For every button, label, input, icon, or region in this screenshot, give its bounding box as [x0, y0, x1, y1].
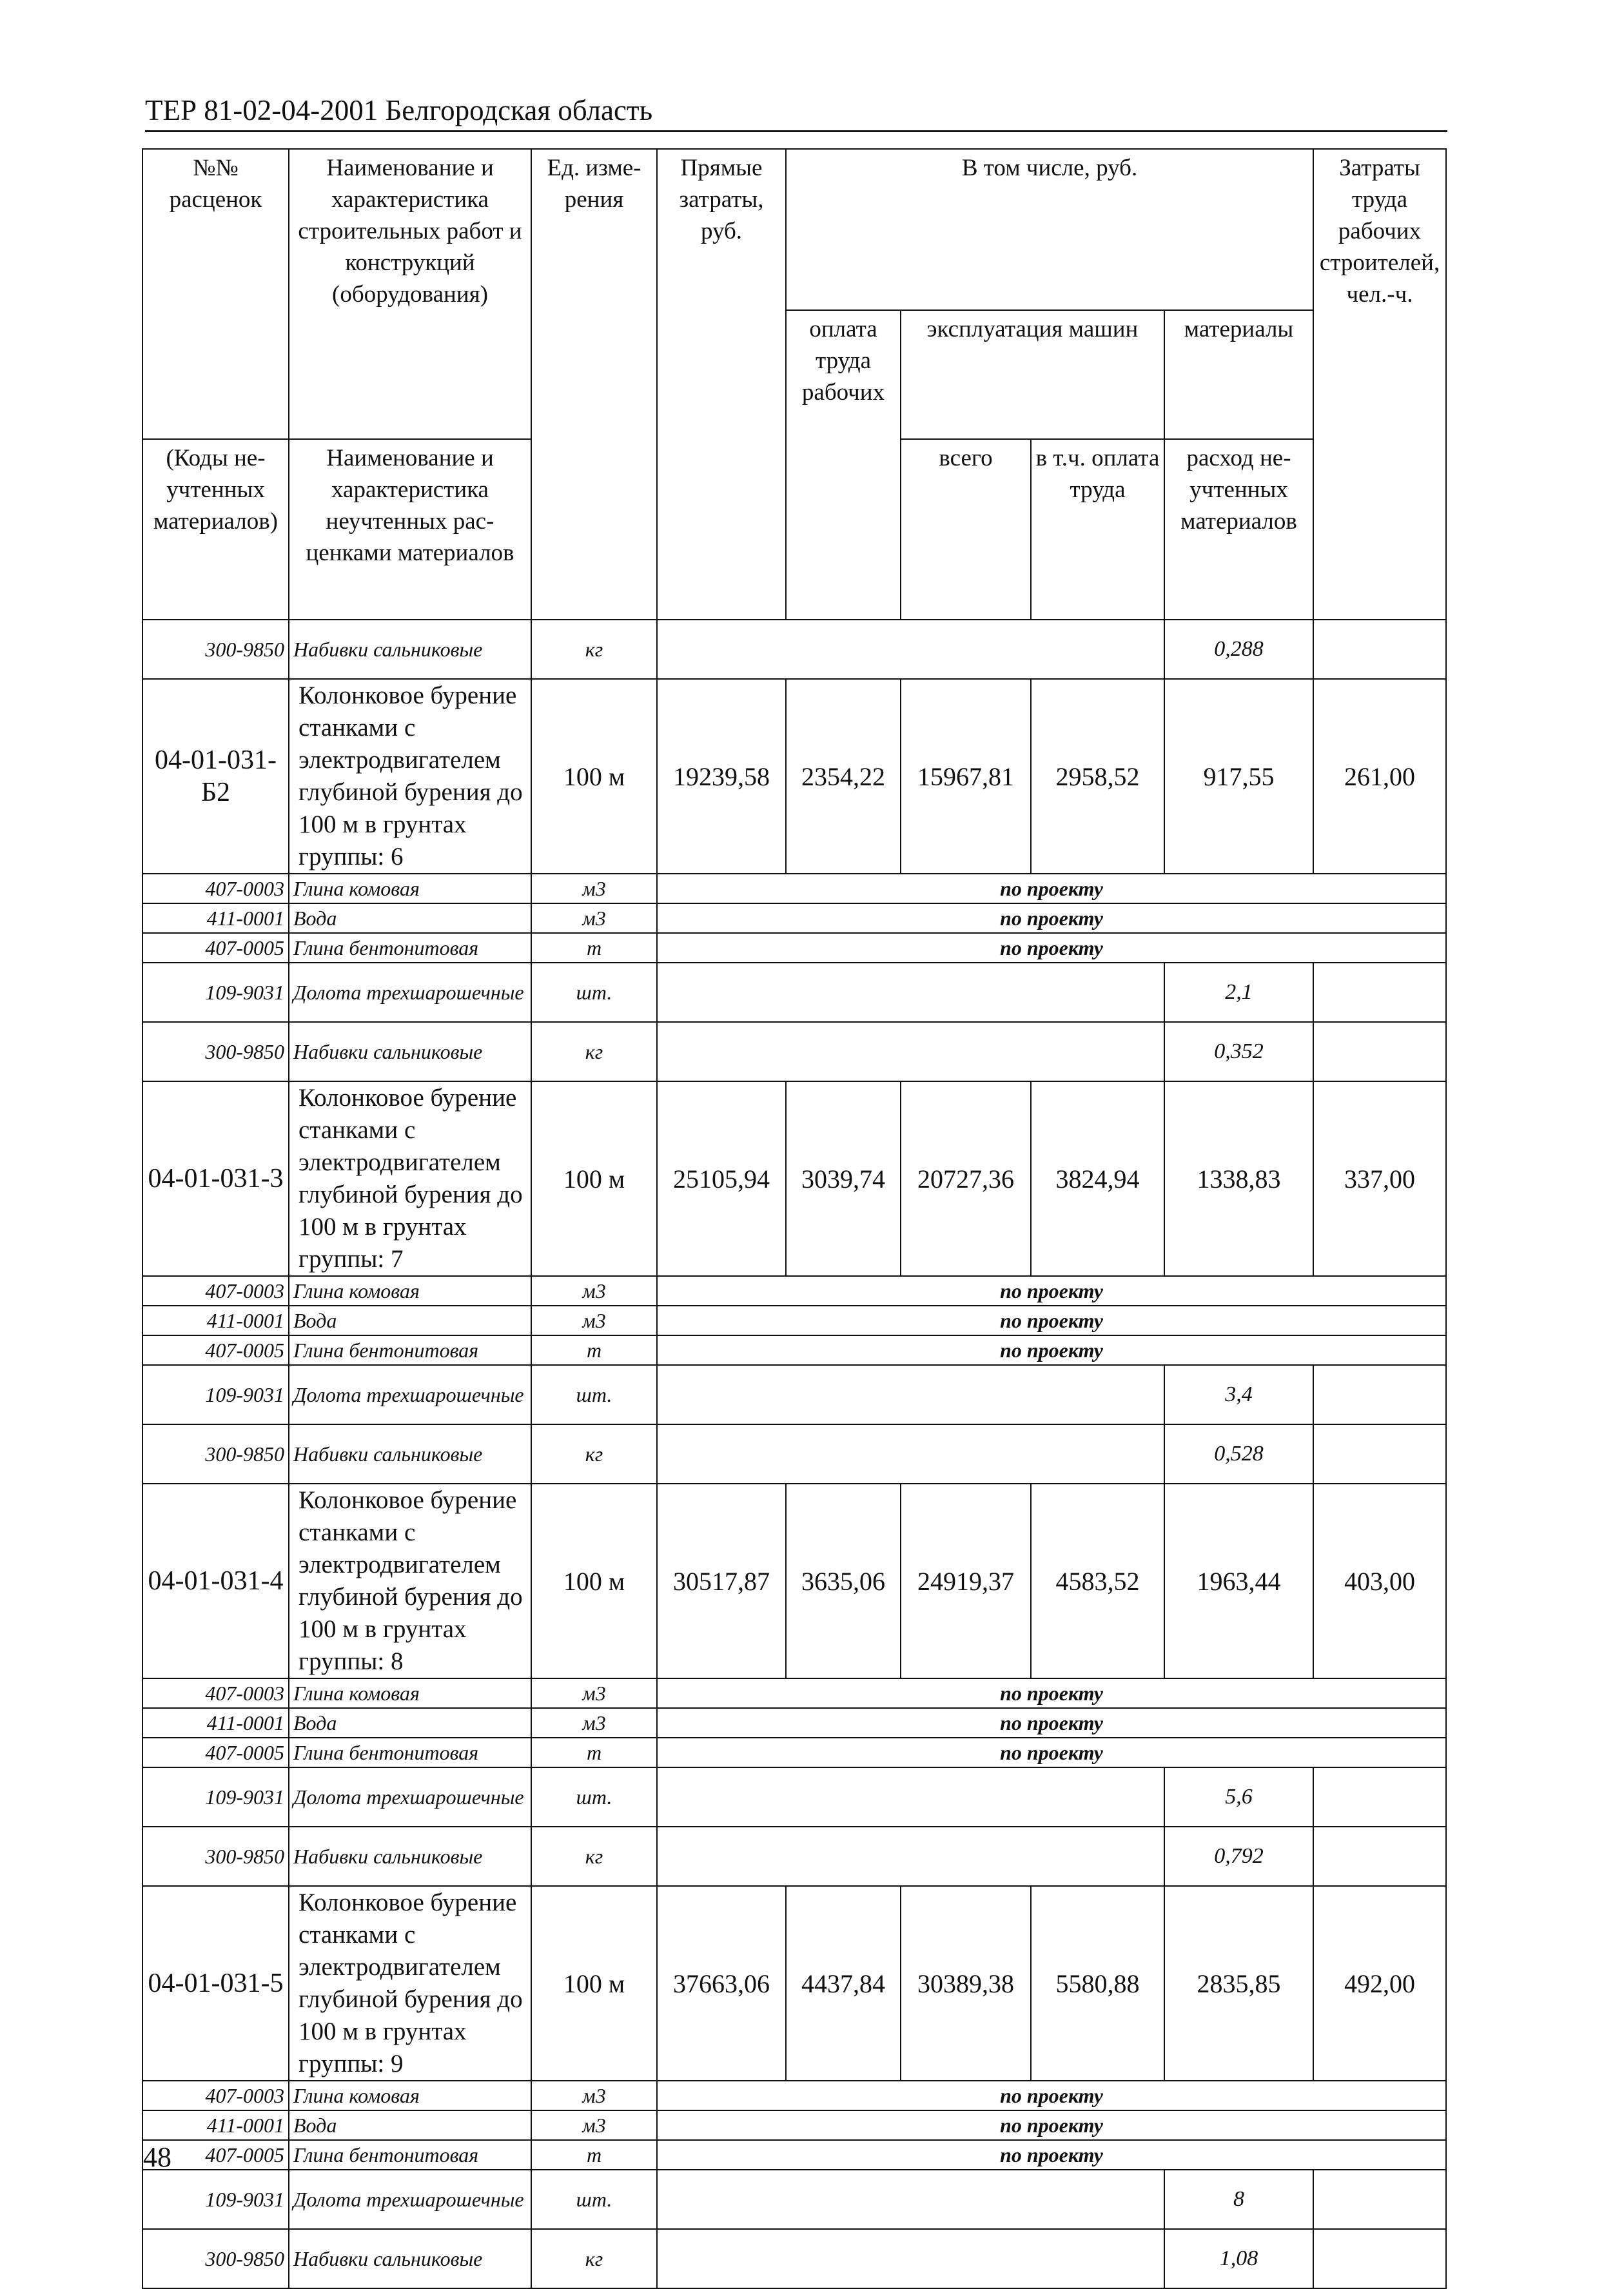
material-unit: кг — [531, 1424, 657, 1484]
work-labor-cost: 261,00 — [1313, 679, 1446, 874]
work-materials: 1338,83 — [1164, 1081, 1313, 1276]
material-unit: м3 — [531, 1708, 657, 1738]
work-machines-pay: 5580,88 — [1031, 1886, 1164, 2081]
material-consumption: 8 — [1164, 2170, 1313, 2229]
material-consumption: 1,08 — [1164, 2229, 1313, 2288]
material-unit: шт. — [531, 963, 657, 1022]
material-row — [142, 1678, 1446, 1708]
material-unit: т — [531, 933, 657, 963]
header-machines: эксплуатация машин — [901, 310, 1164, 439]
material-code: 300-9850 — [142, 1424, 289, 1484]
header-labor-pay: оплата труда рабочих — [786, 310, 901, 620]
material-code: 411-0001 — [142, 1708, 289, 1738]
material-unit: м3 — [531, 2110, 657, 2140]
work-row — [142, 1886, 1446, 2081]
header-direct: Прямые затраты, руб. — [657, 149, 786, 620]
material-unit: кг — [531, 1827, 657, 1886]
material-unit: т — [531, 2140, 657, 2170]
material-name: Набивки сальниковые — [289, 1022, 531, 1081]
material-code: 407-0005 — [142, 1335, 289, 1365]
material-name: Набивки сальниковые — [289, 620, 531, 679]
header-sub-code: (Коды неучтенных материалов) — [142, 439, 289, 620]
material-unit: м3 — [531, 2081, 657, 2110]
work-machines-total: 24919,37 — [901, 1484, 1031, 1678]
work-unit: 100 м — [531, 1081, 657, 1276]
material-consumption: 5,6 — [1164, 1767, 1313, 1827]
material-note: по проекту — [657, 1335, 1446, 1365]
material-unit: м3 — [531, 874, 657, 903]
work-direct-cost: 25105,94 — [657, 1081, 786, 1276]
material-unit: м3 — [531, 1276, 657, 1306]
material-blank-span — [657, 1827, 1164, 1886]
material-row — [142, 903, 1446, 933]
material-blank-span — [657, 1767, 1164, 1827]
work-labor-pay: 3635,06 — [786, 1484, 901, 1678]
material-name: Набивки сальниковые — [289, 1827, 531, 1886]
material-blank-labor — [1313, 2229, 1446, 2288]
material-unit: кг — [531, 620, 657, 679]
material-note: по проекту — [657, 933, 1446, 963]
work-machines-pay: 4583,52 — [1031, 1484, 1164, 1678]
material-blank-span — [657, 1424, 1164, 1484]
work-code: 04-01-031-5 — [142, 1886, 289, 2081]
work-unit: 100 м — [531, 679, 657, 874]
material-consumption: 0,288 — [1164, 620, 1313, 679]
work-machines-pay: 2958,52 — [1031, 679, 1164, 874]
material-blank-labor — [1313, 620, 1446, 679]
material-row — [142, 1767, 1446, 1827]
material-blank-labor — [1313, 1424, 1446, 1484]
header-name-cont — [289, 310, 531, 439]
material-name: Долота трехшарошечные — [289, 1365, 531, 1424]
material-code: 407-0005 — [142, 2140, 289, 2170]
material-name: Глина бентонитовая — [289, 1738, 531, 1767]
material-code: 109-9031 — [142, 963, 289, 1022]
work-code: 04-01-031-4 — [142, 1484, 289, 1678]
header-mach-total: всего — [901, 439, 1031, 620]
material-note: по проекту — [657, 1306, 1446, 1335]
material-row — [142, 1424, 1446, 1484]
material-code: 109-9031 — [142, 1767, 289, 1827]
material-name: Долота трехшарошечные — [289, 2170, 531, 2229]
material-row — [142, 1306, 1446, 1335]
material-name: Глина комовая — [289, 2081, 531, 2110]
material-code: 300-9850 — [142, 1022, 289, 1081]
material-code: 407-0003 — [142, 2081, 289, 2110]
work-unit: 100 м — [531, 1484, 657, 1678]
work-name: Колонковое бурение станками с электродвигателем глубиной бурения до 100 м в грунтах группы: 6 — [289, 679, 531, 874]
material-consumption: 3,4 — [1164, 1365, 1313, 1424]
material-row — [142, 2140, 1446, 2170]
work-name: Колонковое бурение станками с электродвигателем глубиной бурения до 100 м в грунтах группы: 9 — [289, 1886, 531, 2081]
material-row — [142, 963, 1446, 1022]
rates-table — [142, 148, 1447, 2289]
material-code: 300-9850 — [142, 2229, 289, 2288]
work-row — [142, 1081, 1446, 1276]
page-number: 48 — [143, 2141, 171, 2173]
material-unit: шт. — [531, 2170, 657, 2229]
material-consumption: 0,352 — [1164, 1022, 1313, 1081]
material-unit: кг — [531, 1022, 657, 1081]
material-row — [142, 2110, 1446, 2140]
material-row — [142, 1708, 1446, 1738]
work-direct-cost: 30517,87 — [657, 1484, 786, 1678]
work-unit: 100 м — [531, 1886, 657, 2081]
material-blank-span — [657, 963, 1164, 1022]
work-materials: 917,55 — [1164, 679, 1313, 874]
header-unit: Ед. измерения — [531, 149, 657, 620]
material-unit: кг — [531, 2229, 657, 2288]
material-blank-labor — [1313, 2170, 1446, 2229]
work-labor-cost: 403,00 — [1313, 1484, 1446, 1678]
material-unit: шт. — [531, 1767, 657, 1827]
material-blank-span — [657, 2229, 1164, 2288]
material-note: по проекту — [657, 1678, 1446, 1708]
material-code: 411-0001 — [142, 903, 289, 933]
material-code: 407-0003 — [142, 1276, 289, 1306]
material-consumption: 2,1 — [1164, 963, 1313, 1022]
header-materials: материалы — [1164, 310, 1313, 439]
work-row — [142, 679, 1446, 874]
header-labor-cost: Затраты труда рабочих строителей, чел.-ч. — [1313, 149, 1446, 620]
material-blank-labor — [1313, 1767, 1446, 1827]
material-name: Долота трехшарошечные — [289, 963, 531, 1022]
material-name: Глина комовая — [289, 1678, 531, 1708]
work-row — [142, 1484, 1446, 1678]
material-row — [142, 1365, 1446, 1424]
material-name: Глина комовая — [289, 874, 531, 903]
material-consumption: 0,528 — [1164, 1424, 1313, 1484]
work-name: Колонковое бурение станками с электродвигателем глубиной бурения до 100 м в грунтах группы: 7 — [289, 1081, 531, 1276]
material-code: 407-0005 — [142, 933, 289, 963]
material-code: 407-0003 — [142, 874, 289, 903]
material-name: Глина комовая — [289, 1276, 531, 1306]
material-blank-span — [657, 1365, 1164, 1424]
material-code: 300-9850 — [142, 620, 289, 679]
work-direct-cost: 37663,06 — [657, 1886, 786, 2081]
material-unit: т — [531, 1335, 657, 1365]
material-blank-labor — [1313, 1827, 1446, 1886]
material-code: 411-0001 — [142, 1306, 289, 1335]
material-name: Глина бентонитовая — [289, 1335, 531, 1365]
material-unit: шт. — [531, 1365, 657, 1424]
material-note: по проекту — [657, 874, 1446, 903]
material-name: Вода — [289, 903, 531, 933]
header-row-2 — [142, 310, 1446, 439]
material-note: по проекту — [657, 1738, 1446, 1767]
work-labor-pay: 2354,22 — [786, 679, 901, 874]
material-row — [142, 1022, 1446, 1081]
material-unit: т — [531, 1738, 657, 1767]
material-code: 407-0003 — [142, 1678, 289, 1708]
material-unit: м3 — [531, 903, 657, 933]
work-name: Колонковое бурение станками с электродвигателем глубиной бурения до 100 м в грунтах группы: 8 — [289, 1484, 531, 1678]
material-blank-labor — [1313, 1022, 1446, 1081]
material-name: Глина бентонитовая — [289, 2140, 531, 2170]
table-body — [142, 149, 1446, 2288]
material-consumption: 0,792 — [1164, 1827, 1313, 1886]
work-machines-pay: 3824,94 — [1031, 1081, 1164, 1276]
header-row-1 — [142, 149, 1446, 310]
material-name: Набивки сальниковые — [289, 1424, 531, 1484]
material-note: по проекту — [657, 2110, 1446, 2140]
material-name: Глина бентонитовая — [289, 933, 531, 963]
work-machines-total: 15967,81 — [901, 679, 1031, 874]
material-row — [142, 874, 1446, 903]
material-row — [142, 620, 1446, 679]
work-code: 04-01-031-Б2 — [142, 679, 289, 874]
page-header-title: ТЕР 81-02-04-2001 Белгородская область — [145, 90, 1447, 132]
material-note: по проекту — [657, 1276, 1446, 1306]
material-name: Вода — [289, 2110, 531, 2140]
material-row — [142, 933, 1446, 963]
material-blank-labor — [1313, 963, 1446, 1022]
material-row — [142, 2170, 1446, 2229]
work-machines-total: 30389,38 — [901, 1886, 1031, 2081]
material-note: по проекту — [657, 2140, 1446, 2170]
work-code: 04-01-031-3 — [142, 1081, 289, 1276]
material-note: по проекту — [657, 903, 1446, 933]
material-row — [142, 1335, 1446, 1365]
material-blank-span — [657, 1022, 1164, 1081]
material-blank-labor — [1313, 1365, 1446, 1424]
header-incl: В том числе, руб. — [786, 149, 1313, 310]
material-name: Вода — [289, 1708, 531, 1738]
material-unit: м3 — [531, 1678, 657, 1708]
work-materials: 2835,85 — [1164, 1886, 1313, 2081]
material-unit: м3 — [531, 1306, 657, 1335]
header-code: №№ расценок — [142, 149, 289, 310]
work-labor-pay: 3039,74 — [786, 1081, 901, 1276]
material-row — [142, 2229, 1446, 2288]
material-row — [142, 1827, 1446, 1886]
material-row — [142, 2081, 1446, 2110]
material-row — [142, 1738, 1446, 1767]
material-row — [142, 1276, 1446, 1306]
header-name: Наименование и характеристика строительных работ и конструкций (оборудования) — [289, 149, 531, 310]
material-code: 411-0001 — [142, 2110, 289, 2140]
material-name: Долота трехшарошечные — [289, 1767, 531, 1827]
material-name: Набивки сальниковые — [289, 2229, 531, 2288]
material-code: 407-0005 — [142, 1738, 289, 1767]
work-materials: 1963,44 — [1164, 1484, 1313, 1678]
material-note: по проекту — [657, 1708, 1446, 1738]
header-mat-consumption: расход неучтенных материалов — [1164, 439, 1313, 620]
header-mach-pay: в т.ч. оплата труда — [1031, 439, 1164, 620]
work-labor-pay: 4437,84 — [786, 1886, 901, 2081]
work-direct-cost: 19239,58 — [657, 679, 786, 874]
header-sub-name: Наименование и характеристика неучтенных расценками материалов — [289, 439, 531, 620]
material-code: 109-9031 — [142, 1365, 289, 1424]
material-code: 300-9850 — [142, 1827, 289, 1886]
work-labor-cost: 492,00 — [1313, 1886, 1446, 2081]
header-code-cont — [142, 310, 289, 439]
material-blank-span — [657, 2170, 1164, 2229]
work-labor-cost: 337,00 — [1313, 1081, 1446, 1276]
material-code: 109-9031 — [142, 2170, 289, 2229]
material-blank-span — [657, 620, 1164, 679]
material-note: по проекту — [657, 2081, 1446, 2110]
work-machines-total: 20727,36 — [901, 1081, 1031, 1276]
material-name: Вода — [289, 1306, 531, 1335]
